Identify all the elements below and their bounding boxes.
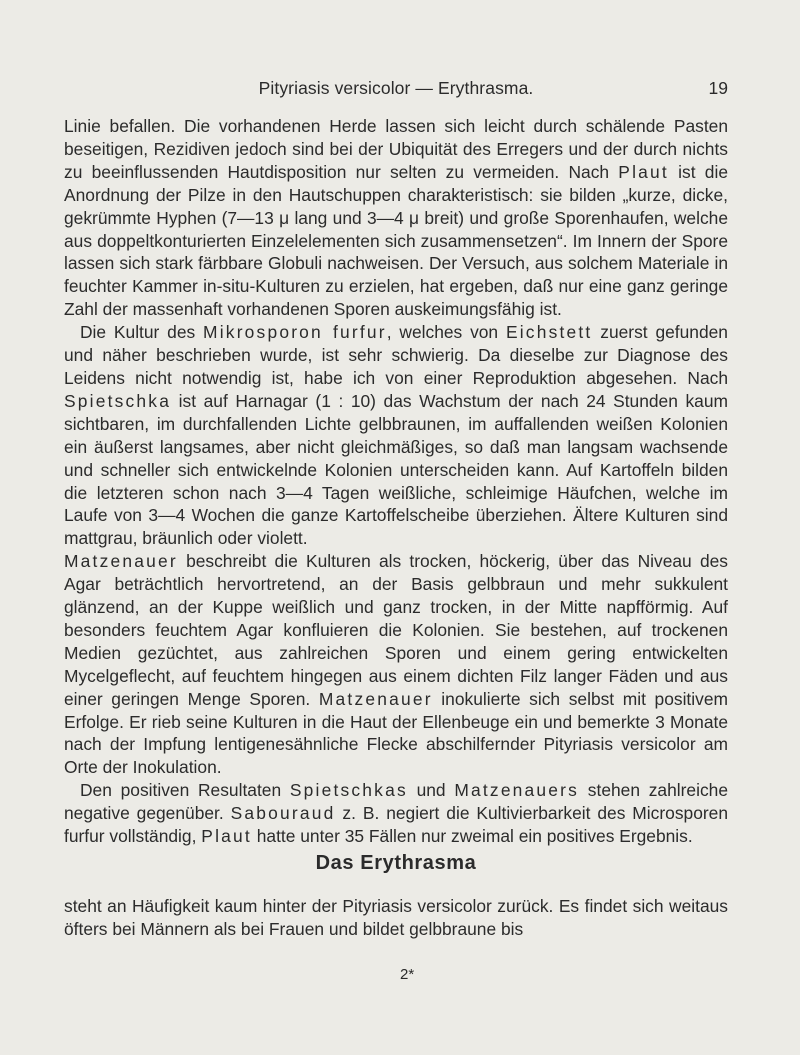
author-name: Plaut (201, 826, 252, 847)
paragraph (64, 115, 728, 321)
author-name: Spietschka (64, 390, 172, 411)
paragraph (64, 321, 728, 550)
paragraph (64, 779, 728, 848)
signature-mark: 2* (400, 966, 415, 983)
text-run: hatte unter 35 Fällen nur zweimal ein positives Ergebnis. (251, 826, 693, 847)
text-run: Linie befallen. Die vorhandenen Herde lassen sich leicht durch schälende Pasten beseitigen, Rezidiven jedoch sind bei der Ubiquität des Erregers und der durch nichts zu beeinflussenden Hautdisposition nur selten zu vermeiden. Nach (64, 116, 728, 182)
text-run: zuerst gefunden und näher beschrieben wurde, ist sehr schwierig. Da dieselbe zur Diagnose des Leidens nicht notwendig ist, habe ich von einer Reproduktion abgesehen. Nach (64, 322, 728, 388)
author-name: Matzenauers (454, 780, 580, 801)
text-run: ist die Anordnung der Pilze in den Hautschuppen charakteristisch: sie bilden „kurze, dicke, gekrümmte Hyphen (7—13 μ lang und 3—4 μ breit) und große Sporenhaufen, welche aus doppeltkonturierten Einzelelementen sich zusammensetzen“. Im Innern der Spore lassen sich stark färbbare Globuli nachweisen. Der Versuch, aus solchem Materiale in feuchter Kammer in-situ-Kulturen zu erzielen, hat ergeben, daß nur eine ganz geringe Zahl der massenhaft vorhandenen Sporen auskeimungsfähig ist. (64, 161, 728, 320)
text-run: Den positiven Resultaten (80, 780, 290, 801)
body-text (64, 115, 728, 848)
paragraph: steht an Häufigkeit kaum hinter der Pityriasis versicolor zurück. Es findet sich weitaus öfters bei Männern als bei Frauen und bildet gelbbraune bis (64, 896, 728, 939)
author-name: Eichstett (505, 322, 593, 343)
author-name: Plaut (618, 161, 669, 182)
author-name: Spietschkas (289, 780, 408, 801)
page-header (64, 78, 728, 106)
text-run: und (407, 780, 455, 801)
paragraph (64, 550, 728, 779)
author-name: Matzenauer (64, 551, 178, 572)
text-run: beschreibt die Kulturen als trocken, höckerig, über das Niveau des Agar beträchtlich hervortretend, an der Basis gelbbraun und mehr sukkulent glänzend, an der Kuppe weißlich und ganz trocken, in der Mitte napfförmig. Auf besonders feuchtem Agar konfluieren die Kolonien. Sie bestehen, auf trockenen Medien gezüchtet, aus zahlreichen Sporen und einem gering entwickelten Mycelgeflecht, auf feuchtem hingegen aus einem dichten Filz langer Fäden und aus einer geringen Menge Sporen. (64, 551, 728, 709)
author-name: Sabouraud (230, 803, 336, 824)
running-title: Pityriasis versicolor — Erythrasma. (258, 78, 534, 98)
section-text (64, 895, 728, 941)
author-name: Mikrosporon furfur (203, 322, 387, 343)
author-name: Matzenauer (318, 688, 433, 709)
text-run: Die Kultur des (80, 322, 204, 343)
text-run: z. B. negiert die Kultivierbarkeit des Microsporen furfur vollständig, (64, 803, 728, 847)
text-run: inokulierte sich selbst mit positivem Erfolge. Er rieb seine Kulturen in die Haut der Ellenbeuge ein und bemerkte 3 Monate nach der Impfung lentigenesähnliche Flecke abschilfernder Pityriasis versicolor am Orte der Inokulation. (64, 688, 728, 778)
page-number: 19 (708, 78, 728, 98)
text-run: , welches von (386, 322, 506, 343)
text-run: ist auf Harnagar (1 : 10) das Wachstum der nach 24 Stunden kaum sichtbaren, im durchfallenden Lichte gelbbraunen, im auffallenden weißen Kolonien ein äußerst langsames, aber nicht gleichmäßiges, so daß man langsam wachsende und schneller sich entwickelnde Kolonien unterscheiden kann. Auf Kartoffeln bilden die letzteren schon nach 3—4 Tagen weißliche, schleimige Häufchen, welche im Laufe von 3—4 Wochen die ganze Kartoffelscheibe überziehen. Ältere Kulturen sind mattgrau, bräunlich oder violett. (64, 390, 728, 549)
text-run: stehen zahlreiche negative gegenüber. (64, 780, 728, 824)
section-heading: Das Erythrasma (315, 852, 477, 874)
